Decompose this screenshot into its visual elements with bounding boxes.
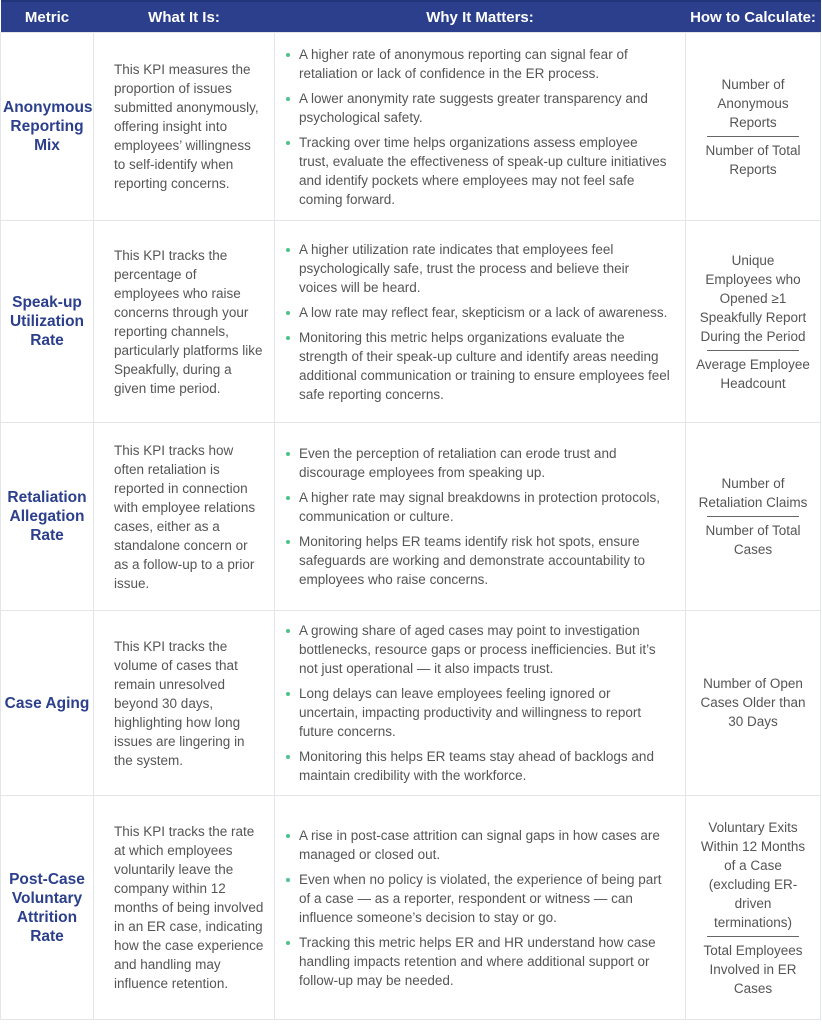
why-text: Monitoring helps ER teams identify risk hot spots, ensure safeguards are working and demonstrate accountability to employees who raise concerns. bbox=[299, 534, 645, 587]
formula-denominator: Average Employee Headcount bbox=[696, 356, 810, 391]
why-item bbox=[299, 444, 671, 482]
why-item bbox=[299, 303, 671, 322]
why-text: A growing share of aged cases may point to investigation bottlenecks, resource gaps or process inefficiencies. But it’s not just operational — it also impacts trust. bbox=[299, 623, 656, 676]
why-it-matters bbox=[275, 611, 686, 796]
table-row bbox=[1, 423, 821, 611]
header-row bbox=[1, 1, 821, 33]
why-list bbox=[299, 240, 671, 404]
bullet-icon bbox=[286, 878, 290, 882]
formula-numerator: Voluntary Exits Within 12 Months of a Case (excluding ER-driven terminations) bbox=[700, 819, 806, 930]
bullet-icon bbox=[286, 692, 290, 696]
why-text: Monitoring this metric helps organizations evaluate the strength of their speak-up culture and identify areas needing additional communication or training to ensure employees feel safe reporting concerns. bbox=[299, 329, 670, 402]
why-item bbox=[299, 45, 671, 83]
metric-name: Speak-up Utilization Rate bbox=[1, 221, 94, 423]
why-item bbox=[299, 328, 671, 404]
why-item bbox=[299, 747, 671, 785]
why-it-matters bbox=[275, 221, 686, 423]
why-text: A rise in post-case attrition can signal gaps in how cases are managed or closed out. bbox=[299, 827, 660, 862]
what-it-is: This KPI tracks the rate at which employees voluntarily leave the company within 12 months of being involved in an ER case, indicating how the case experience and handling may influence retention. bbox=[94, 796, 275, 1020]
why-list bbox=[299, 621, 671, 785]
metric-name: Anonymous Reporting Mix bbox=[1, 33, 94, 221]
why-text: A higher rate of anonymous reporting can signal fear of retaliation or lack of confidence in the ER process. bbox=[299, 46, 628, 81]
why-it-matters bbox=[275, 796, 686, 1020]
how-to-calculate bbox=[686, 33, 821, 221]
bullet-icon bbox=[286, 941, 290, 945]
fraction-bar bbox=[707, 516, 799, 517]
why-item bbox=[299, 133, 671, 209]
why-text: Monitoring this helps ER teams stay ahead of backlogs and maintain credibility with the workforce. bbox=[299, 749, 654, 783]
table-row bbox=[1, 611, 821, 796]
bullet-icon bbox=[286, 540, 290, 544]
how-to-calculate bbox=[686, 611, 821, 796]
header-calc: How to Calculate: bbox=[686, 1, 821, 33]
formula-numerator: Number of Open Cases Older than 30 Days bbox=[700, 675, 806, 729]
why-item bbox=[299, 621, 671, 678]
bullet-icon bbox=[286, 629, 290, 633]
bullet-icon bbox=[286, 496, 290, 500]
how-to-calculate bbox=[686, 221, 821, 423]
why-text: A higher utilization rate indicates that employees feel psychologically safe, trust the process and believe their voices will be heard. bbox=[299, 241, 630, 295]
header-what: What It Is: bbox=[94, 1, 275, 33]
fraction-bar bbox=[707, 936, 799, 937]
formula-denominator: Number of Total Reports bbox=[705, 142, 801, 177]
metric-name: Case Aging bbox=[1, 611, 94, 796]
why-it-matters bbox=[275, 423, 686, 611]
why-list bbox=[299, 45, 671, 209]
what-it-is: This KPI measures the proportion of issues submitted anonymously, offering insight into employees’ willingness to self-identify when reporting concerns. bbox=[94, 33, 275, 221]
bullet-icon bbox=[286, 452, 290, 456]
formula-denominator: Number of Total Cases bbox=[705, 523, 801, 557]
what-it-is: This KPI tracks the percentage of employees who raise concerns through your reporting channels, particularly platforms like Speakfully, during a given time period. bbox=[94, 221, 275, 423]
bullet-icon bbox=[286, 336, 290, 340]
why-item bbox=[299, 488, 671, 526]
bullet-icon bbox=[286, 755, 290, 759]
fraction-bar bbox=[707, 136, 799, 137]
metric-name: Post-Case Voluntary Attrition Rate bbox=[1, 796, 94, 1020]
bullet-icon bbox=[286, 141, 290, 145]
why-list bbox=[299, 826, 671, 990]
what-it-is: This KPI tracks the volume of cases that remain unresolved beyond 30 days, highlighting how long issues are lingering in the system. bbox=[94, 611, 275, 796]
why-item bbox=[299, 532, 671, 589]
table-row bbox=[1, 221, 821, 423]
why-it-matters bbox=[275, 33, 686, 221]
why-text: Even when no policy is violated, the experience of being part of a case — as a reporter, respondent or witness — can influence someone’s decision to stay or go. bbox=[299, 871, 662, 925]
header-why: Why It Matters: bbox=[275, 1, 686, 33]
why-text: Long delays can leave employees feeling ignored or uncertain, impacting productivity and willingness to report future concerns. bbox=[299, 686, 642, 739]
bullet-icon bbox=[286, 248, 290, 252]
why-item bbox=[299, 89, 671, 127]
what-it-is: This KPI tracks how often retaliation is reported in connection with employee relations cases, either as a standalone concern or as a follow-up to a prior issue. bbox=[94, 423, 275, 611]
why-text: Tracking over time helps organizations assess employee trust, evaluate the effectiveness of speak-up culture initiatives and identify pockets where employees may not feel safe coming forward. bbox=[299, 134, 667, 207]
why-item bbox=[299, 240, 671, 297]
why-text: Even the perception of retaliation can erode trust and discourage employees from speaking up. bbox=[299, 446, 617, 480]
how-to-calculate bbox=[686, 796, 821, 1020]
metric-name: Retaliation Allegation Rate bbox=[1, 423, 94, 611]
why-text: A low rate may reflect fear, skepticism or a lack of awareness. bbox=[299, 304, 668, 320]
fraction-bar bbox=[707, 350, 799, 351]
formula-numerator: Unique Employees who Opened ≥1 Speakfully Report During the Period bbox=[699, 252, 807, 344]
why-item bbox=[299, 933, 671, 990]
bullet-icon bbox=[286, 311, 290, 315]
header-metric: Metric bbox=[1, 1, 94, 33]
bullet-icon bbox=[286, 97, 290, 101]
bullet-icon bbox=[286, 834, 290, 838]
formula-denominator: Total Employees Involved in ER Cases bbox=[703, 942, 803, 996]
formula-numerator: Number of Anonymous Reports bbox=[717, 76, 789, 130]
why-text: A lower anonymity rate suggests greater transparency and psychological safety. bbox=[299, 90, 648, 125]
why-item bbox=[299, 870, 671, 927]
why-text: Tracking this metric helps ER and HR understand how case handling impacts retention and where additional support or follow-up may be needed. bbox=[299, 934, 656, 988]
why-item bbox=[299, 684, 671, 741]
why-item bbox=[299, 826, 671, 864]
why-text: A higher rate may signal breakdowns in protection protocols, communication or culture. bbox=[299, 490, 660, 524]
why-list bbox=[299, 444, 671, 589]
formula-numerator: Number of Retaliation Claims bbox=[698, 476, 808, 510]
bullet-icon bbox=[286, 53, 290, 57]
how-to-calculate bbox=[686, 423, 821, 611]
table-row bbox=[1, 33, 821, 221]
table-row bbox=[1, 796, 821, 1020]
